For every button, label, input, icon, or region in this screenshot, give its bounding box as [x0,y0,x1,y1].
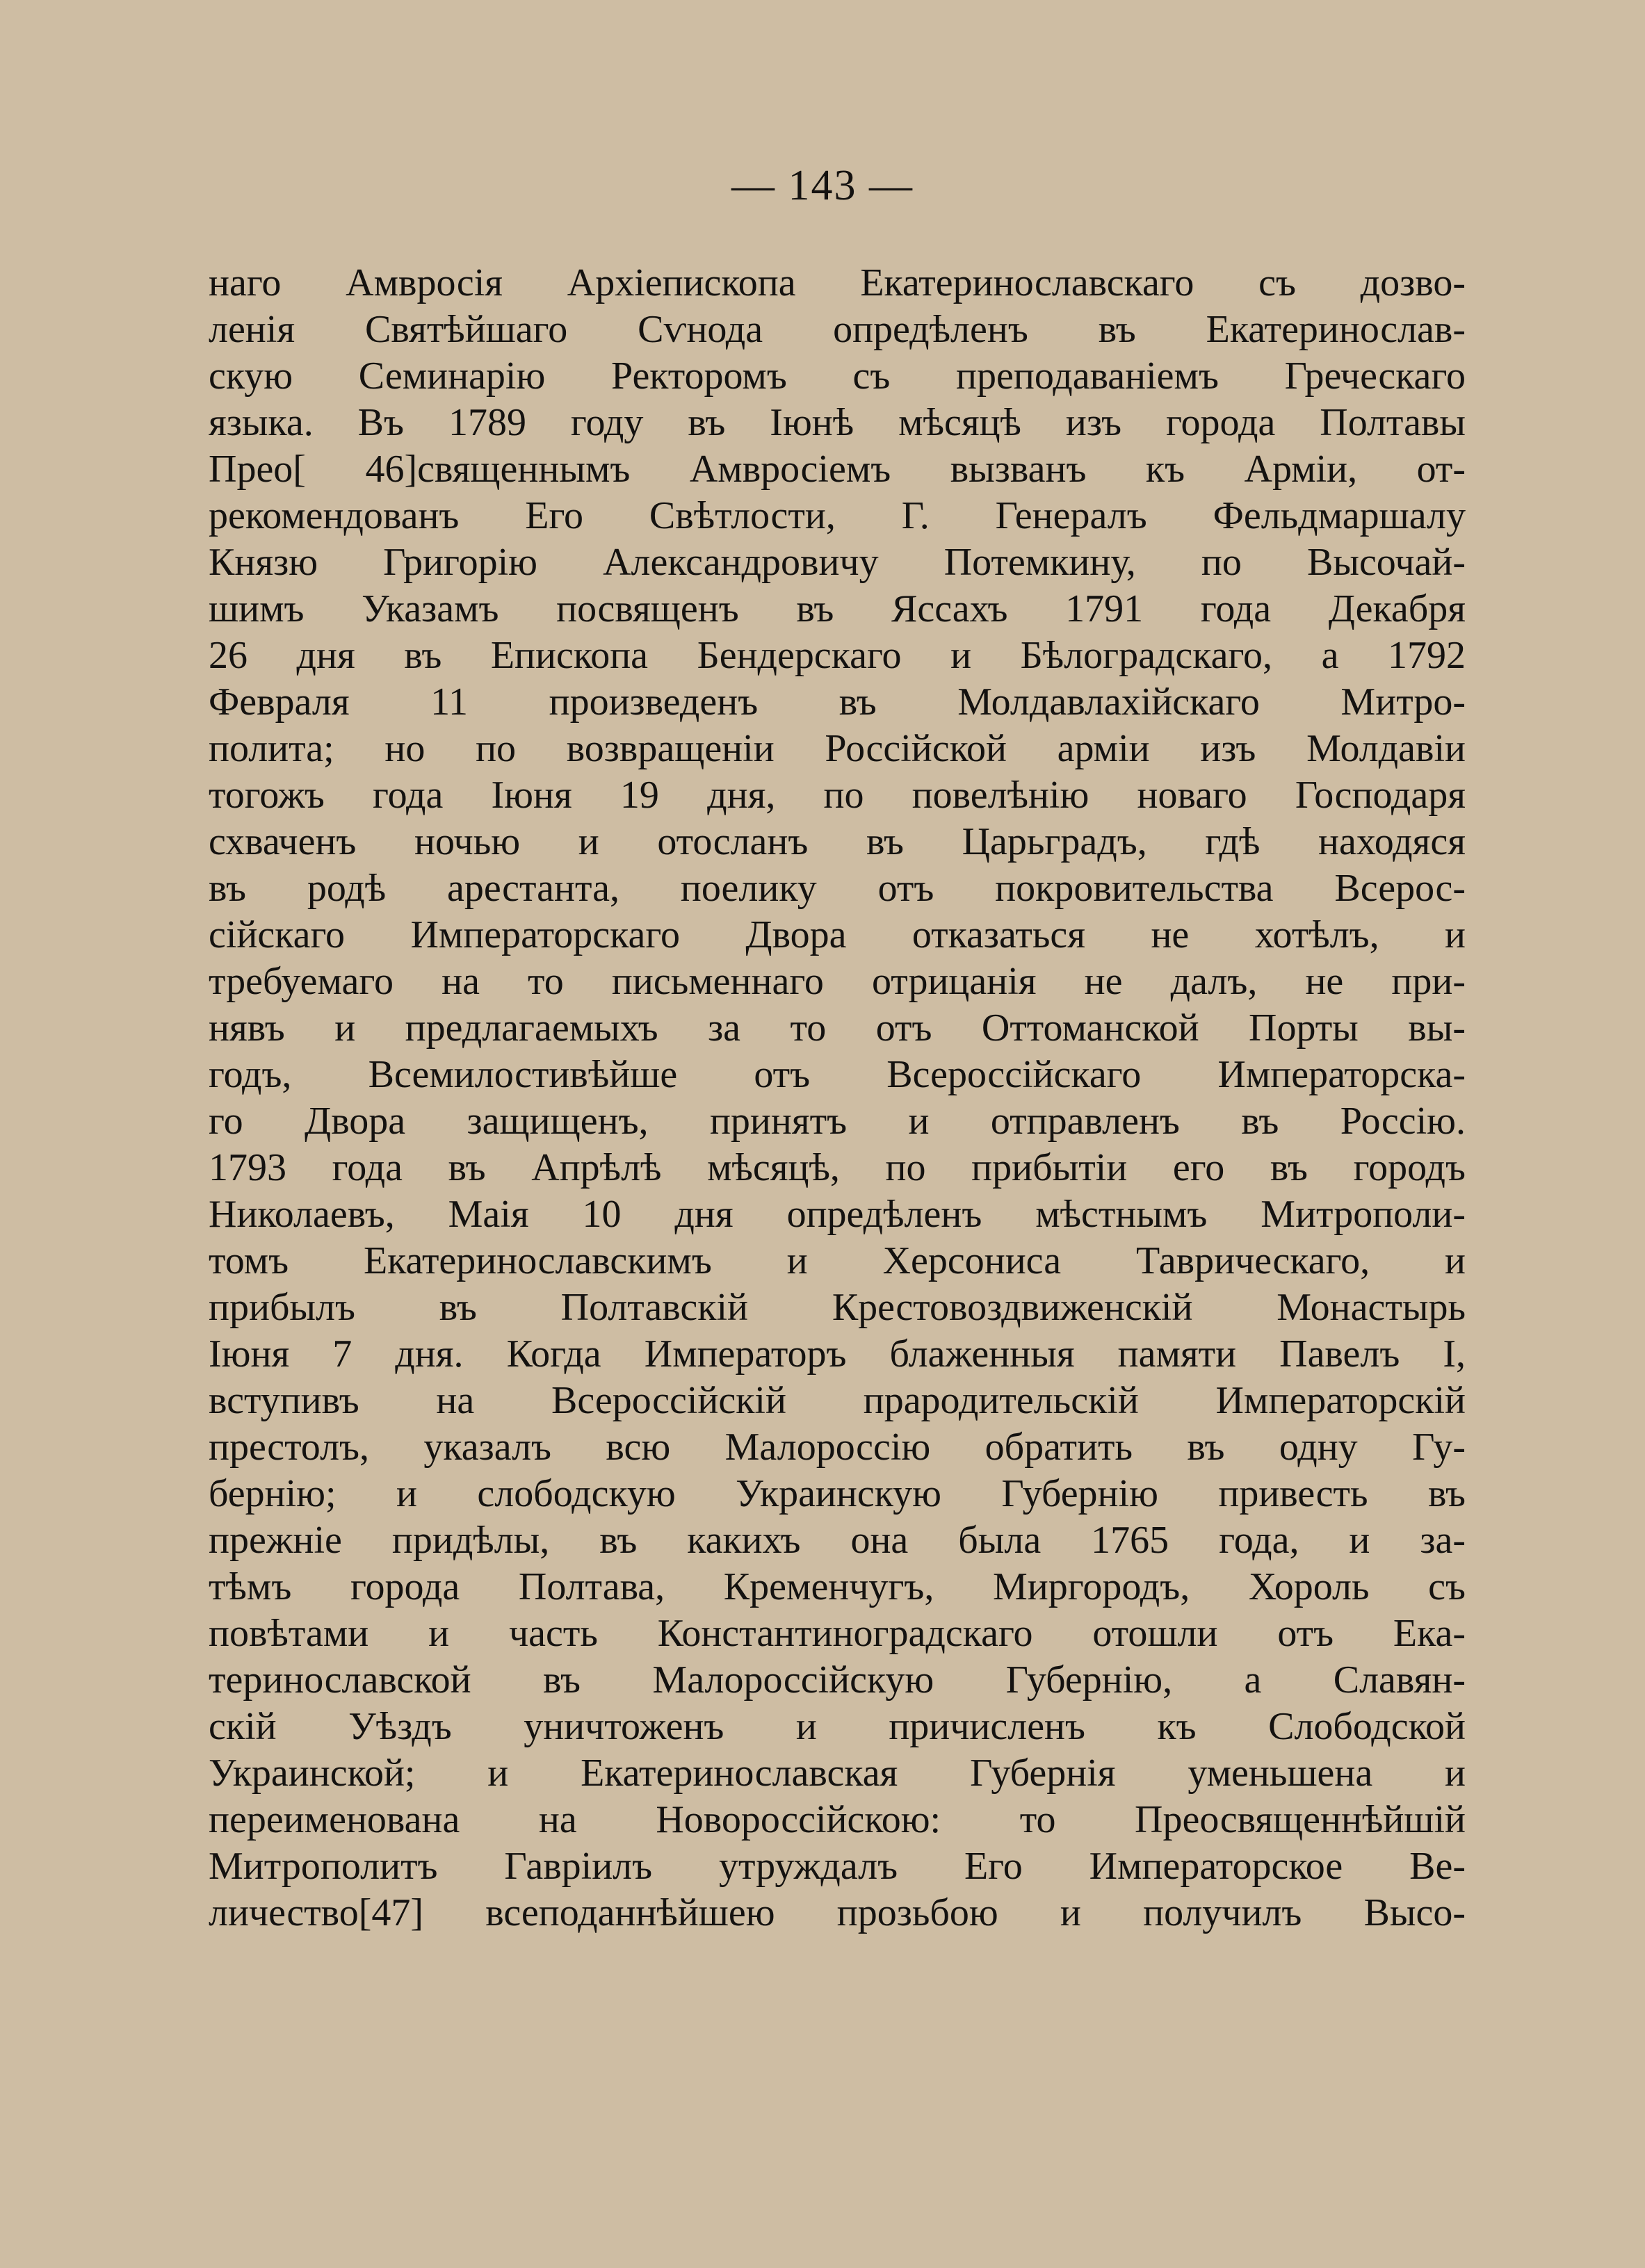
body-text [209,260,1466,1936]
text-line: Іюня 7 дня. Когда Императоръ блаженныя памяти Павелъ I, [209,1332,1466,1376]
text-line: схваченъ ночью и отосланъ въ Царьградъ, гдѣ находяся [209,820,1466,863]
text-line: рекомендованъ Его Свѣтлости, Г. Генералъ Фельдмаршалу [209,494,1466,537]
text-line: тогожъ года Іюня 19 дня, по повелѣнію новаго Господаря [209,774,1466,817]
text-line: 1793 года въ Апрѣлѣ мѣсяцѣ, по прибытіи его въ городъ [209,1146,1466,1189]
text-line: ленія Святѣйшаго Сѵнода опредѣленъ въ Екатеринослав- [209,308,1466,351]
text-line: томъ Екатеринославскимъ и Херсониса Таврическаго, и [209,1239,1466,1282]
text-line: Митрополитъ Гавріилъ утруждалъ Его Императорское Ве- [209,1845,1466,1888]
text-line: скую Семинарію Ректоромъ съ преподаваніемъ Греческаго [209,354,1466,398]
text-line: сійскаго Императорскаго Двора отказаться не хотѣлъ, и [209,913,1466,956]
text-line: переименована на Новороссійскою: то Преосвященнѣйшій [209,1798,1466,1841]
page-number: — 143 — [731,162,914,209]
text-line: языка. Въ 1789 году въ Іюнѣ мѣсяцѣ изъ города Полтавы [209,401,1466,444]
text-line: повѣтами и часть Константиноградскаго отошли отъ Ека- [209,1612,1466,1655]
text-line: годъ, Всемилостивѣйше отъ Всероссійскаго Императорска- [209,1053,1466,1096]
text-line: престолъ, указалъ всю Малороссію обратить въ одну Гу- [209,1426,1466,1469]
text-line: Украинской; и Екатеринославская Губернія уменьшена и [209,1752,1466,1795]
text-line: полита; но по возвращеніи Россійской арміи изъ Молдавіи [209,727,1466,770]
text-line: личество[47] всеподаннѣйшею прозьбою и получилъ Высо- [209,1891,1466,1934]
text-line: Прео[ 46]священнымъ Амвросіемъ вызванъ къ Арміи, от- [209,448,1466,491]
text-line: требуемаго на то письменнаго отрицанія не далъ, не при- [209,960,1466,1003]
text-line: наго Амвросія Архіепископа Екатеринославскаго съ дозво- [209,261,1466,304]
text-line: Князю Григорію Александровичу Потемкину, по Высочай- [209,541,1466,584]
text-line: 26 дня въ Епископа Бендерскаго и Бѣлоградскаго, а 1792 [209,634,1466,677]
text-line: въ родѣ арестанта, поелику отъ покровительства Всерос- [209,867,1466,910]
text-line: прежніе придѣлы, въ какихъ она была 1765 года, и за- [209,1519,1466,1562]
text-line: тѣмъ города Полтава, Кременчугъ, Миргородъ, Хороль съ [209,1565,1466,1608]
text-line: теринославской въ Малороссійскую Губернію, а Славян- [209,1658,1466,1702]
text-line: го Двора защищенъ, принятъ и отправленъ въ Россію. [209,1100,1466,1143]
text-line: Николаевъ, Маія 10 дня опредѣленъ мѣстнымъ Митрополи- [209,1193,1466,1236]
text-line: бернію; и слободскую Украинскую Губернію привесть въ [209,1472,1466,1515]
text-line: Февраля 11 произведенъ въ Молдавлахійскаго Митро- [209,680,1466,724]
text-line: шимъ Указамъ посвященъ въ Яссахъ 1791 года Декабря [209,587,1466,630]
text-line: нявъ и предлагаемыхъ за то отъ Оттоманской Порты вы- [209,1006,1466,1050]
text-line: прибылъ въ Полтавскій Крестовоздвиженскій Монастырь [209,1286,1466,1329]
text-line: скій Уѣздъ уничтоженъ и причисленъ къ Слободской [209,1705,1466,1748]
text-line: вступивъ на Всероссійскій прародительскій Императорскій [209,1379,1466,1422]
